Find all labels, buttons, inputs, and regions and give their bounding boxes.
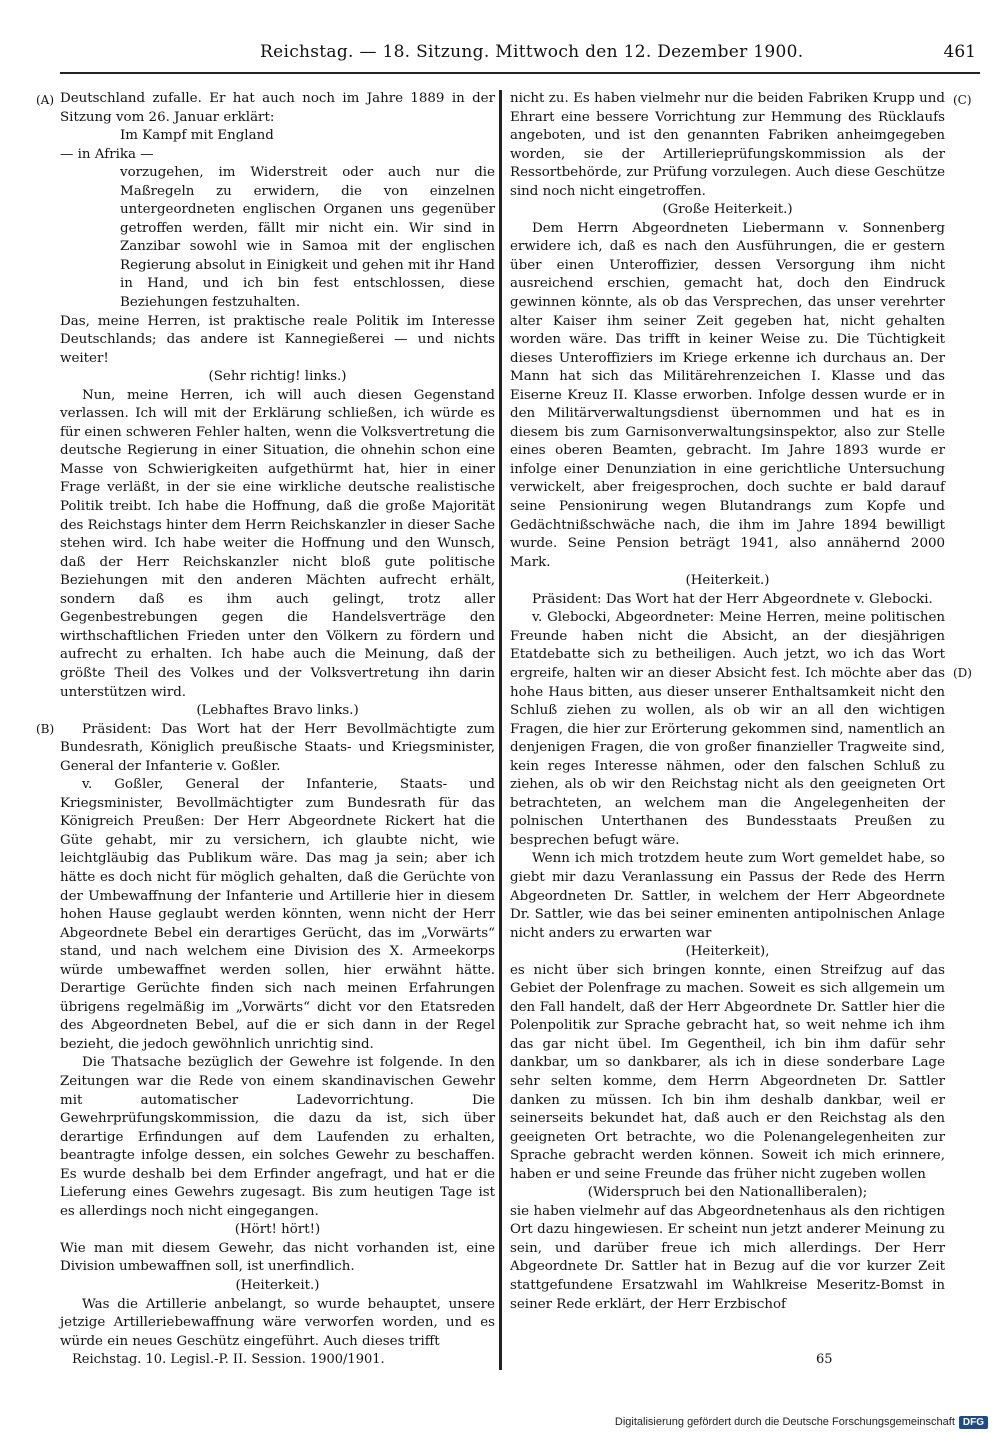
paragraph: nicht zu. Es haben vielmehr nur die beiden Fabriken Krupp und Ehrart eine bessere Vorrichtung zur Hemmung des Rücklaufs angeboten, und ist den genannten Fabriken anheimgegeben worden, sie der Artillerieprüfungskommission als der Ressortbehörde, zur Prüfung vorzulegen. Auch diese Geschütze sind noch nicht eingetroffen.: [510, 91, 945, 199]
paragraph: Das, meine Herren, ist praktische reale Politik im Interesse Deutschlands; das andere ist Kannegießerei — und nichts weiter!: [60, 313, 495, 366]
president-speech: Präsident: Das Wort hat der Herr Bevollmächtigte zum Bundesrath, Königlich preußische Staats- und Kriegsminister, General der Infanterie v. Goßler.: [60, 721, 495, 774]
interjection: (Heiterkeit.): [235, 1278, 320, 1293]
dfg-logo: DFG: [959, 1416, 988, 1429]
column-divider: [499, 90, 502, 1370]
header-rule: [60, 72, 980, 74]
footer-session-info: Reichstag. 10. Legisl.-P. II. Session. 1900/1901.: [72, 1352, 385, 1367]
quote-line: Im Kampf mit England: [120, 128, 274, 144]
dfg-credit-text: Digitalisierung gefördert durch die Deutsche Forschungsgemeinschaft: [614, 1416, 955, 1428]
margin-mark-d: (D): [953, 666, 972, 680]
page-header: [60, 38, 980, 68]
interjection: (Große Heiterkeit.): [662, 202, 793, 218]
president-speech: Präsident: Das Wort hat der Herr Abgeordnete v. Glebocki.: [532, 591, 933, 607]
interjection: (Heiterkeit.): [685, 573, 770, 589]
dfg-credit: [615, 1414, 988, 1430]
paragraph: Die Thatsache bezüglich der Gewehre ist folgende. In den Zeitungen war die Rede von einem skandinavischen Gewehr mit automatischer Ladevorrichtung. Die Gewehrprüfungskommission, die dazu da ist, sich über derartige Erfindungen auf dem Laufenden zu erhalten, beantragte infolge dessen, ein solches Gewehr zu beschaffen. Es wurde deshalb bei dem Erfinder angefragt, und hat er die Lieferung eines Gewehrs zugesagt. Bis zum heutigen Tage ist es allerdings noch nicht eingegangen.: [60, 1055, 495, 1219]
paragraph: Wie man mit diesem Gewehr, das nicht vorhanden ist, eine Division umbewaffnen soll, ist unerfindlich.: [60, 1240, 495, 1275]
margin-mark-a: (A): [36, 93, 55, 107]
interjection: (Heiterkeit),: [685, 944, 770, 960]
margin-mark-c: (C): [953, 93, 972, 107]
interjection: (Widerspruch bei den Nationalliberalen);: [587, 1185, 868, 1201]
paragraph: Nun, meine Herren, ich will auch diesen Gegenstand verlassen. Ich will mit der Erklärung schließen, ich würde es für einen schweren Fehler halten, wenn die Volksvertretung die deutsche Regierung in einer Situation, die ohnehin schon eine Masse von Schwierigkeiten aufgethürmt hat, hier in einer Frage verläßt, in der sie eine wirkliche deutsche realistische Politik treibt. Ich habe die Hoffnung, daß die große Majorität des Reichstags hinter dem Herrn Reichskanzler in dieser Sache stehen wird. Ich habe weiter die Hoffnung und den Wunsch, daß der Herr Reichskanzler nicht bloß gute politische Beziehungen mit den anderen Mächten aufrecht erhält, sondern daß es ihm auch gelingt, trotz aller Gegenbestrebungen gegen die Handelsverträge den wirthschaftlichen Frieden unter den Völkern zu fördern und aufrecht zu erhalten. Ich habe auch die Meinung, daß der größte Theil des Volkes und der Volksvertretung ihn darin unterstützen wird.: [60, 387, 495, 700]
paragraph: Deutschland zufalle. Er hat auch noch im Jahre 1889 in der Sitzung vom 26. Januar erklärt:: [60, 91, 495, 125]
paragraph: es nicht über sich bringen konnte, einen Streifzug auf das Gebiet der Polenfrage zu machen. Soweit es sich allgemein um den Fall handelt, daß der Herr Abgeordnete Dr. Sattler hier die Polenpolitik zur Sprache gebracht hat, so weit nehme ich ihm das gar nicht übel. Im Gegentheil, ich bin ihm dafür sehr dankbar, um so dankbarer, als ich in diese sonderbare Lage sehr selten komme, dem Herrn Abgeordneten Dr. Sattler danken zu müssen. Ich bin ihm deshalb dankbar, weil er seinerseits bekundet hat, daß auch er den Reichstag als den geeigneten Ort betrachte, wo die Polenangelegenheiten zur Sprache gebracht werden können. Soweit ich mich erinnere, haben er und seine Freunde das früher nicht zugeben wollen: [510, 962, 945, 1182]
speech-glebocki: v. Glebocki, Abgeordneter: Meine Herren, meine politischen Freunde haben nicht die Absicht, an der diesjährigen Etatdebatte sich zu betheiligen. Auch jetzt, wo ich das Wort ergreife, halten wir an dieser Absicht fest. Ich möchte aber das hohe Haus bitten, aus dieser unserer Enthaltsamkeit nicht den Schluß ziehen zu wollen, als ob wir an all den wichtigen Fragen, die hier zur Erörterung gekommen sind, namentlich an denjenigen Fragen, die von großer finanzieller Tragweite sind, kein reges Interesse nähmen, oder den falschen Schluß zu ziehen, als ob wir den Reichstag nicht als den geeigneten Ort betrachteten, an welchem man die Angelegenheiten der polnischen Unterthanen des Bundesstaats Preußen zu besprechen befugt wäre.: [510, 610, 945, 848]
paragraph: Was die Artillerie anbelangt, so wurde behauptet, unsere jetzige Artilleriebewaffnung wäre verworfen worden, und es würde ein neues Geschütz eingeführt. Auch dieses trifft: [60, 1296, 495, 1349]
running-title: Reichstag. — 18. Sitzung. Mittwoch den 12. Dezember 1900.: [260, 42, 804, 62]
footer-signature-number: 65: [816, 1352, 833, 1367]
quote-block: vorzugehen, im Widerstreit oder auch nur die Maßregeln zu erwidern, die von einzelnen untergeordneten englischen Organen uns gegenüber getroffen werden, fällt mir nicht ein. Wir sind in Zanzibar sowohl wie in Samoa mit der englischen Regierung absolut in Einigkeit und gehen mit ihr Hand in Hand, und ich bin fest entschlossen, diese Beziehungen festzuhalten.: [120, 165, 495, 311]
paragraph: sie haben vielmehr auf das Abgeordnetenhaus als den richtigen Ort dazu hingewiesen. Er scheint nun jetzt anderer Meinung zu sein, und darüber freue ich mich allerdings. Der Herr Abgeordnete Dr. Sattler hat in Bezug auf die vor kurzer Zeit stattgefundene Ersatzwahl im Wahlkreise Meseritz-Bomst in seiner Rede erklärt, der Herr Erzbischof: [510, 1203, 945, 1312]
interjection: (Sehr richtig! links.): [208, 369, 347, 385]
paragraph: Dem Herrn Abgeordneten Liebermann v. Sonnenberg erwidere ich, daß es nach den Ausführungen, die er gestern über einen Unteroffizier, dessen Versorgung ihm nicht ausreichend erschien, gemacht hat, doch den Eindruck gewinnen könnte, als ob das Versprechen, das unser verehrter alter Kaiser ihm seiner Zeit gegeben hat, nicht gehalten worden wäre. Das trifft in keiner Weise zu. Die Tüchtigkeit dieses Unteroffiziers im Kriege erkenne ich durchaus an. Der Mann hat sich das Militärehrenzeichen I. Klasse und das Eiserne Kreuz II. Klasse erworben. Infolge dessen wurde er in den Militärverwaltungsdienst übernommen und hat es in diesem bis zum Garnisonverwaltungsinspektor, also zur Stelle eines oberen Beamten, gebracht. Im Jahre 1893 wurde er infolge einer Denunziation in eine gerichtliche Untersuchung verwickelt, aber freigesprochen, doch suchte er bald darauf seine Pensionirung wegen Blutandrangs zum Kopfe und Gedächtnißschwäche nach, die ihm im Jahre 1894 bewilligt wurde. Seine Pension beträgt 1941, also annähernd 2000 Mark.: [510, 220, 945, 570]
page-number: 461: [943, 42, 976, 62]
speech-gossler: v. Goßler, General der Infanterie, Staats- und Kriegsminister, Bevollmächtigter zum Bundesrath für das Königreich Preußen: Der Herr Abgeordnete Rickert hat die Güte gehabt, mir zu versichern, ich glaubte nicht, wie leichtgläubig das Publikum wäre. Das mag ja sein; aber ich hätte es doch nicht für möglich gehalten, daß die Gerüchte von der Umbewaffnung der Infanterie und Artillerie hier in diesem hohen Hause geglaubt werden könnten, wenn nicht der Herr Abgeordnete Bebel ein derartiges Gerücht, das im „Vorwärts“ stand, und nach welchem eine Division des X. Armeekorps würde umbewaffnet werden sollen, hier erwähnt hätte. Derartige Gerüchte finden sich nach meinen Erfahrungen übrigens regelmäßig im „Vorwärts“ dicht vor den Etatsreden des Abgeordneten Bebel, auf die er sich dann in der Regel bezieht, die jedoch gewöhnlich unrichtig sind.: [60, 777, 495, 1052]
margin-mark-b: (B): [36, 722, 55, 736]
left-column: [60, 90, 495, 1351]
paragraph: Wenn ich mich trotzdem heute zum Wort gemeldet habe, so giebt mir dazu Veranlassung ein Passus der Rede des Herrn Abgeordneten Dr. Sattler, in welchem der Herr Abgeordnete Dr. Sattler, wie das bei seiner eminenten antipolnischen Anlage nicht anders zu erwarten war: [510, 851, 945, 941]
interjection: (Hört! hört!): [234, 1222, 321, 1238]
quote-line: — in Afrika —: [60, 146, 154, 162]
right-column: [510, 90, 945, 1314]
interjection: (Lebhaftes Bravo links.): [196, 703, 359, 719]
